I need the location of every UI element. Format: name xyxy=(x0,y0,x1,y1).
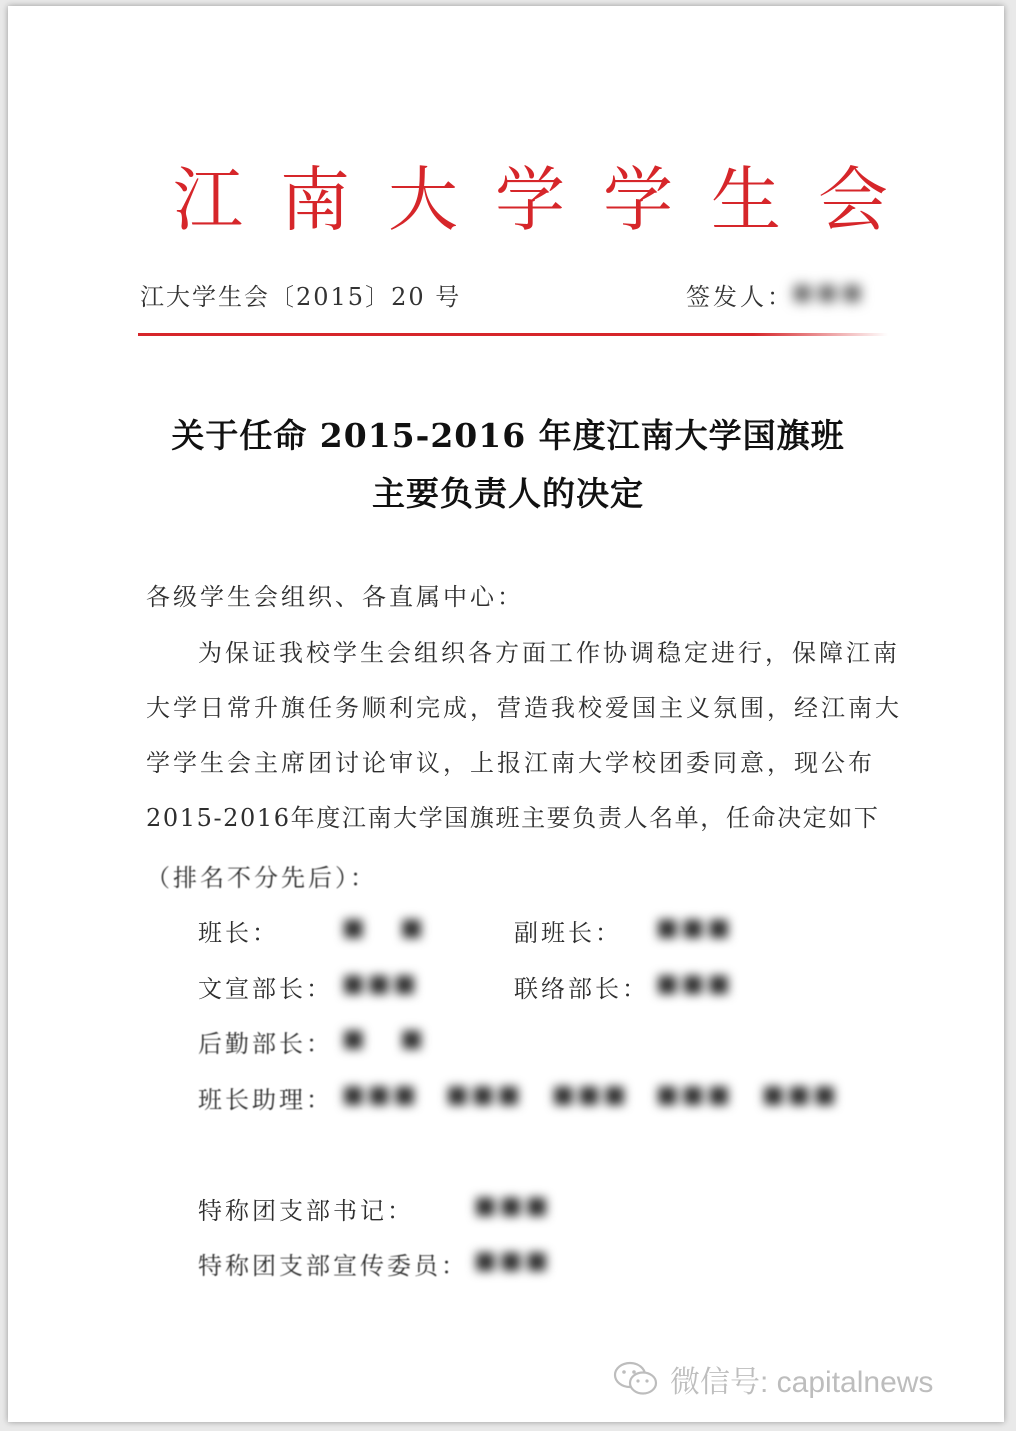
vice-monitor-name: ■■■ xyxy=(656,913,734,941)
league-publicity-label: 特称团支部宣传委员： xyxy=(198,1252,468,1280)
watermark-text: 微信号: capitalnews xyxy=(670,1366,934,1399)
signer-name: ■■■ xyxy=(792,280,867,305)
watermark xyxy=(612,1357,933,1401)
document-title-line-2: 主要负责人的决定 xyxy=(372,474,644,513)
assistant-name: ■■■ xyxy=(342,1080,420,1108)
league-secretary-label: 特称团支部书记： xyxy=(198,1197,414,1225)
liaison-minister-label: 联络部长： xyxy=(514,975,649,1003)
monitor-name: ■ ■ xyxy=(342,913,437,941)
paragraph-line: （排名不分先后）： xyxy=(146,864,377,892)
assistant-name: ■■■ xyxy=(446,1080,524,1108)
salutation: 各级学生会组织、各直属中心： xyxy=(146,583,524,611)
paragraph-line: 2015-2016年度江南大学国旗班主要负责人名单，任命决定如下 xyxy=(146,804,880,832)
paragraph-line: 大学日常升旗任务顺利完成，营造我校爱国主义氛围，经江南大 xyxy=(146,694,902,722)
logistics-minister-name: ■ ■ xyxy=(342,1024,437,1052)
document-number: 江大学生会〔2015〕20 号 xyxy=(140,283,462,311)
signer-label: 签发人： xyxy=(686,283,794,311)
red-divider xyxy=(138,333,888,336)
paragraph-line: 学学生会主席团讨论审议，上报江南大学校团委同意，现公布 xyxy=(146,749,875,777)
logistics-minister-label: 后勤部长： xyxy=(198,1030,333,1058)
issuer-char: 生 xyxy=(711,159,781,241)
issuer-char: 会 xyxy=(818,159,888,241)
publicity-minister-name: ■■■ xyxy=(342,969,420,997)
issuer-char: 学 xyxy=(603,159,673,241)
paragraph-line: 为保证我校学生会组织各方面工作协调稳定进行，保障江南 xyxy=(198,639,900,667)
issuer-char: 江 xyxy=(173,159,243,241)
publicity-minister-label: 文宣部长： xyxy=(198,975,333,1003)
issuer-char: 学 xyxy=(495,159,565,241)
assistant-name: ■■■ xyxy=(656,1080,734,1108)
league-secretary-name: ■■■ xyxy=(474,1191,552,1219)
wechat-icon xyxy=(612,1361,660,1397)
assistant-name: ■■■ xyxy=(762,1080,840,1108)
assistant-label: 班长助理： xyxy=(198,1086,333,1114)
document-title-line-1: 关于任命 2015-2016 年度江南大学国旗班 xyxy=(171,416,845,455)
issuer-char: 南 xyxy=(280,159,350,241)
assistant-name: ■■■ xyxy=(552,1080,630,1108)
monitor-label: 班长： xyxy=(198,919,279,947)
vice-monitor-label: 副班长： xyxy=(514,919,622,947)
issuer-char: 大 xyxy=(388,159,458,241)
liaison-minister-name: ■■■ xyxy=(656,969,734,997)
league-publicity-name: ■■■ xyxy=(474,1246,552,1274)
